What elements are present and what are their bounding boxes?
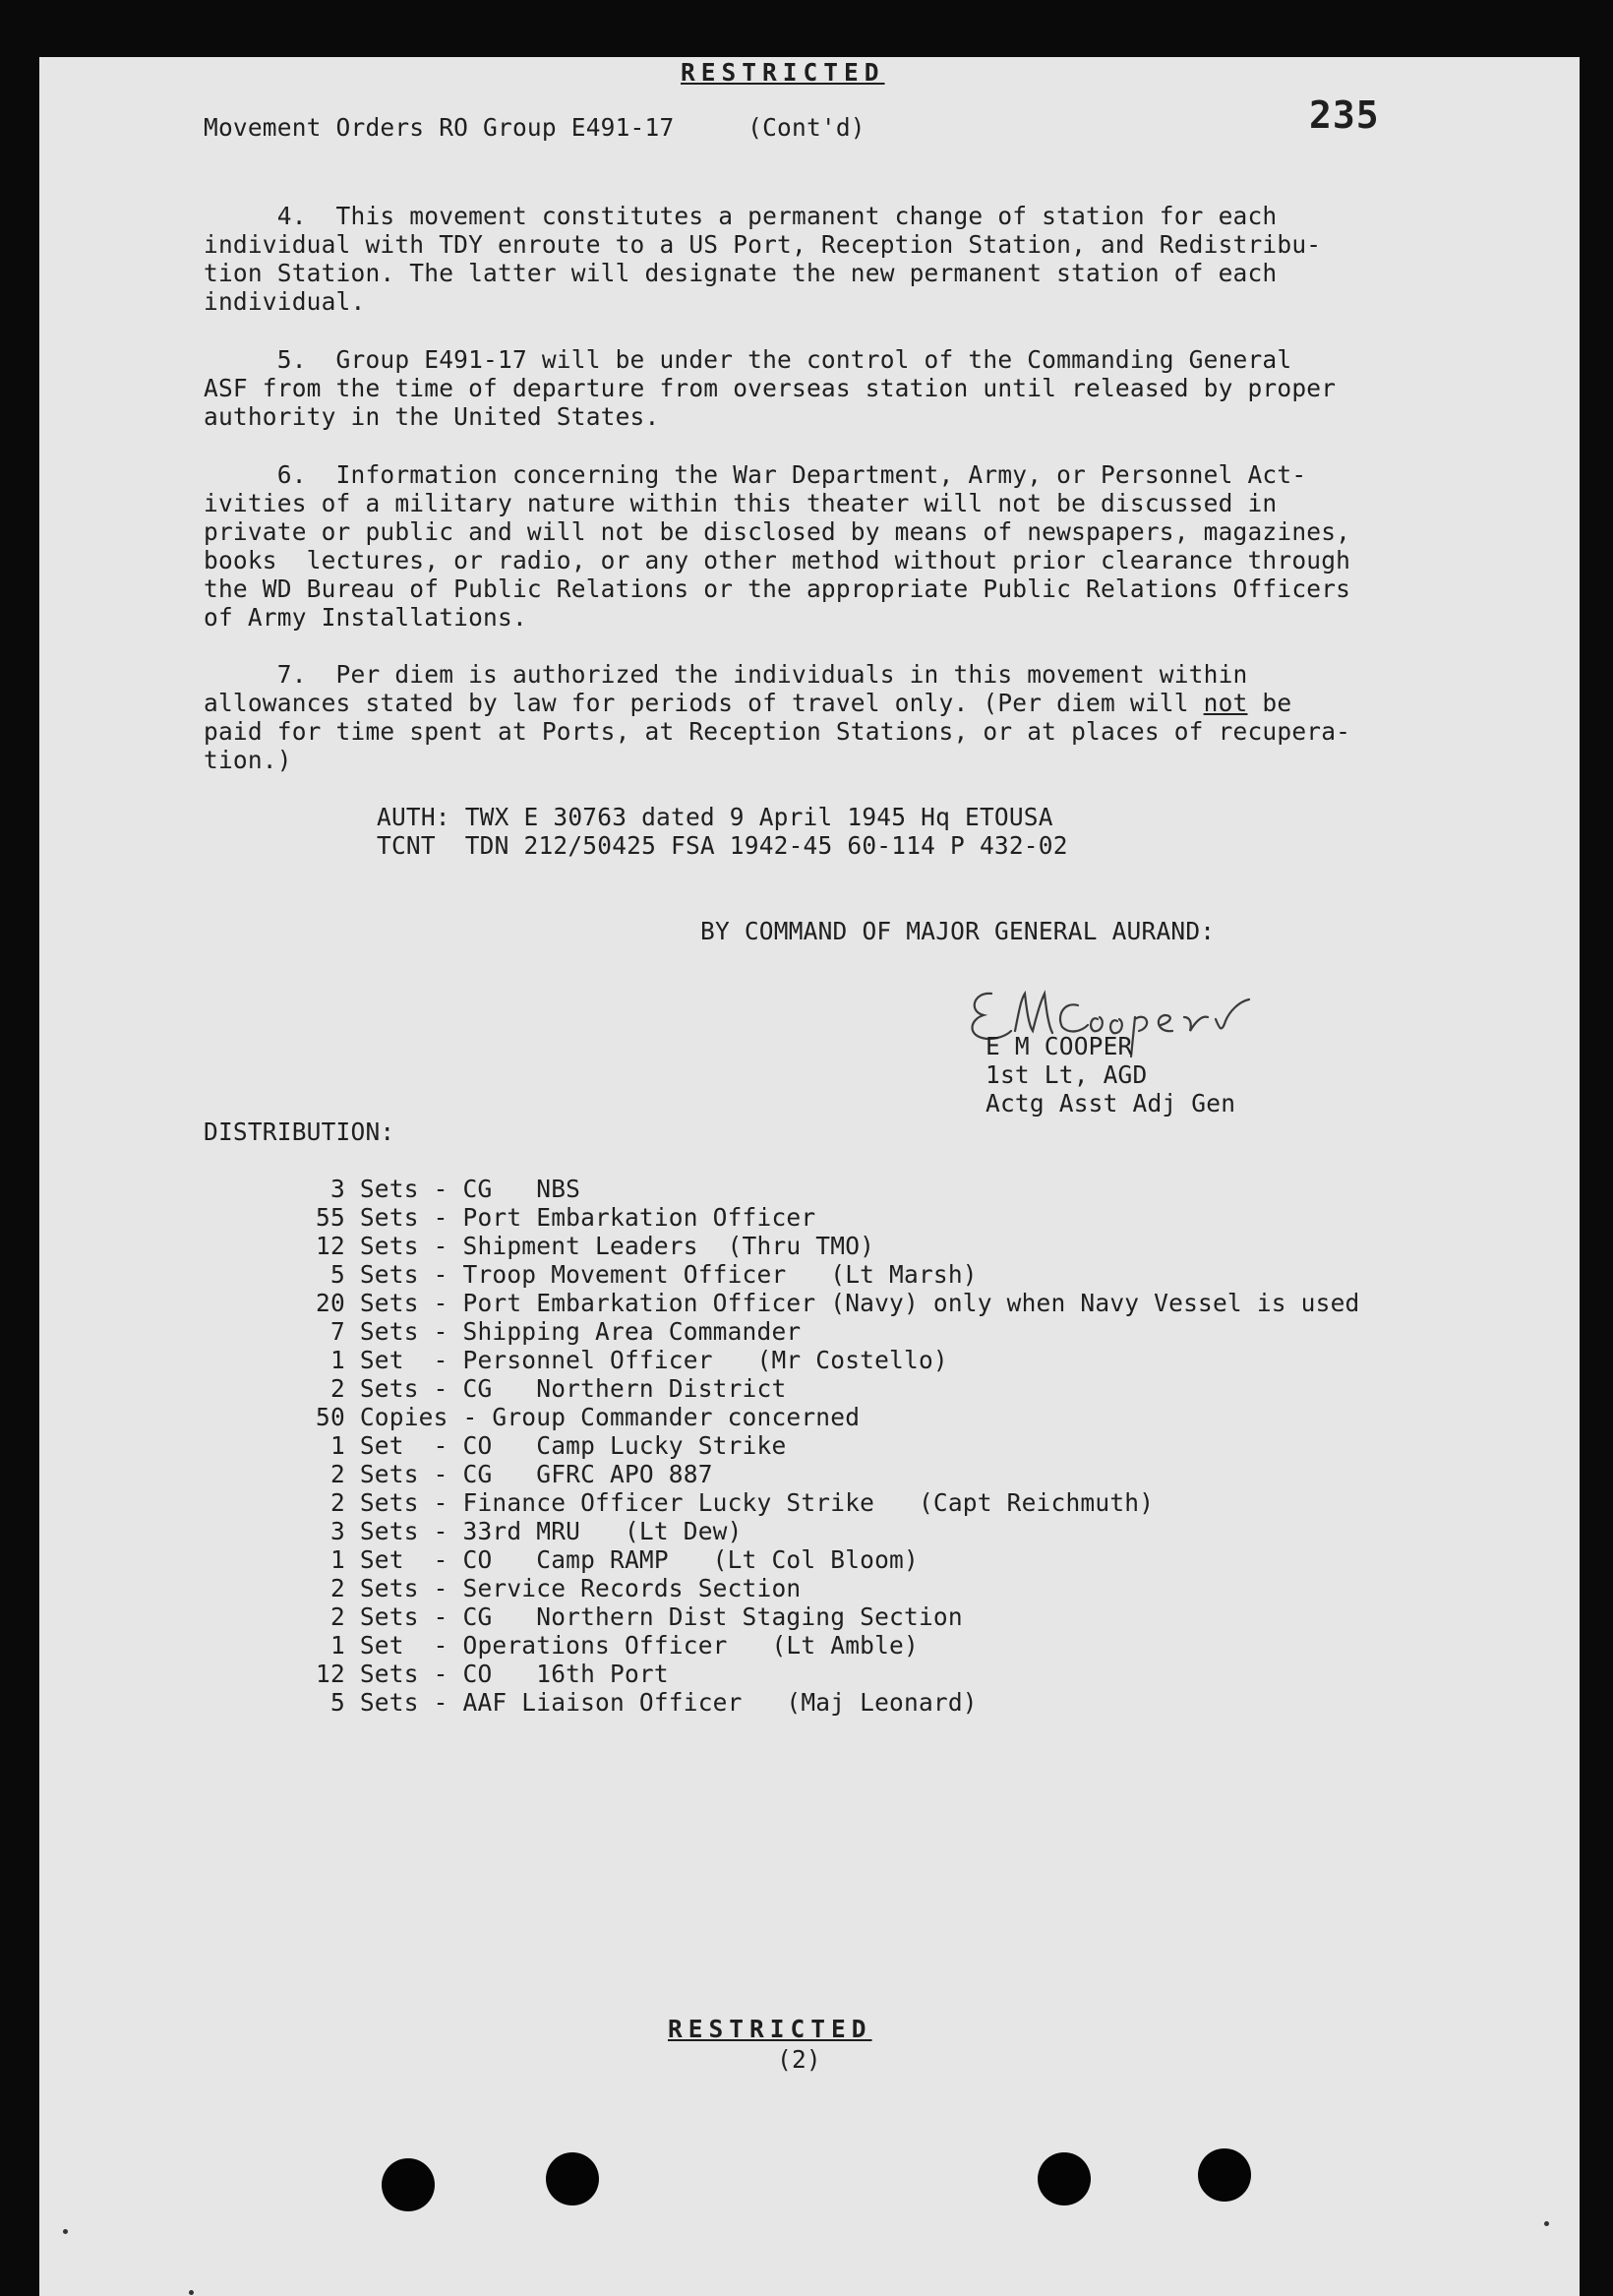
order-reference: Movement Orders RO Group E491-17 (Cont'd) <box>204 113 866 142</box>
distribution-item: 2 Sets - CG GFRC APO 887 <box>316 1460 713 1488</box>
signature-script: E M Cooper <box>954 972 961 973</box>
command-line: BY COMMAND OF MAJOR GENERAL AURAND: <box>700 917 1216 945</box>
paragraph-line: tion.) <box>204 746 292 774</box>
paragraph-line: 6. Information concerning the War Department, Army, or Personnel Act- <box>204 460 1307 489</box>
paragraph-line: 4. This movement constitutes a permanent change of station for each <box>204 202 1278 230</box>
classification-header: RESTRICTED <box>681 58 885 87</box>
distribution-item: 55 Sets - Port Embarkation Officer <box>316 1203 816 1232</box>
footer-page: (2) <box>777 2045 821 2074</box>
paragraph-line: paid for time spent at Ports, at Reception Stations, or at places of recupera- <box>204 717 1351 746</box>
paragraph-line: books lectures, or radio, or any other method without prior clearance through <box>204 546 1351 574</box>
paragraph-line <box>204 689 1291 717</box>
paragraph-line: tion Station. The latter will designate the new permanent station of each <box>204 259 1278 287</box>
distribution-item: 20 Sets - Port Embarkation Officer (Navy) only when Navy Vessel is used <box>316 1289 1360 1317</box>
punch-hole <box>1198 2148 1251 2202</box>
distribution-item: 12 Sets - CO 16th Port <box>316 1660 669 1688</box>
speck <box>1544 2221 1549 2226</box>
distribution-item: 3 Sets - CG NBS <box>316 1175 581 1203</box>
distribution-item: 2 Sets - Service Records Section <box>316 1574 802 1602</box>
distribution-item: 2 Sets - CG Northern Dist Staging Section <box>316 1602 963 1631</box>
paragraph-line: 7. Per diem is authorized the individuals in this movement within <box>204 660 1248 689</box>
paragraph-line: the WD Bureau of Public Relations or the appropriate Public Relations Officers <box>204 574 1351 603</box>
auth-line: AUTH: TWX E 30763 dated 9 April 1945 Hq ETOUSA <box>377 803 1053 831</box>
paragraph-line: of Army Installations. <box>204 603 527 632</box>
emphasis-not: not <box>1203 689 1248 717</box>
paragraph-line-start: allowances stated by law for periods of travel only. (Per diem will <box>204 689 1204 717</box>
distribution-heading: DISTRIBUTION: <box>204 1118 395 1146</box>
paragraph-line: individual. <box>204 287 366 316</box>
distribution-item: 1 Set - CO Camp Lucky Strike <box>316 1431 787 1460</box>
distribution-item: 2 Sets - CG Northern District <box>316 1374 787 1403</box>
classification-footer: RESTRICTED <box>668 2015 872 2043</box>
distribution-item: 5 Sets - Troop Movement Officer (Lt Marsh) <box>316 1260 978 1289</box>
signer-title: Actg Asst Adj Gen <box>986 1089 1236 1118</box>
distribution-item: 3 Sets - 33rd MRU (Lt Dew) <box>316 1517 743 1545</box>
paragraph-line: individual with TDY enroute to a US Port, Reception Station, and Redistribu- <box>204 230 1322 259</box>
page-number: 235 <box>1309 93 1380 137</box>
speck <box>189 2290 194 2295</box>
paragraph-line: authority in the United States. <box>204 402 660 431</box>
signer-name: E M COOPER <box>986 1032 1133 1060</box>
paragraph-line: ivities of a military nature within this theater will not be discussed in <box>204 489 1278 517</box>
paragraph-line: ASF from the time of departure from overseas station until released by proper <box>204 374 1337 402</box>
distribution-item: 50 Copies - Group Commander concerned <box>316 1403 861 1431</box>
speck <box>63 2229 68 2234</box>
distribution-item: 2 Sets - Finance Officer Lucky Strike (Capt Reichmuth) <box>316 1488 1155 1517</box>
signer-rank: 1st Lt, AGD <box>986 1060 1148 1089</box>
punch-hole <box>382 2158 435 2211</box>
paragraph-line: private or public and will not be disclosed by means of newspapers, magazines, <box>204 517 1351 546</box>
distribution-item: 7 Sets - Shipping Area Commander <box>316 1317 802 1346</box>
document-page <box>39 57 1580 2296</box>
distribution-item: 1 Set - Personnel Officer (Mr Costello) <box>316 1346 948 1374</box>
tcnt-line: TCNT TDN 212/50425 FSA 1942-45 60-114 P 432-02 <box>377 831 1068 860</box>
distribution-item: 12 Sets - Shipment Leaders (Thru TMO) <box>316 1232 875 1260</box>
distribution-item: 1 Set - CO Camp RAMP (Lt Col Bloom) <box>316 1545 919 1574</box>
punch-hole <box>1038 2152 1091 2205</box>
paragraph-line-end: be <box>1247 689 1292 717</box>
distribution-item: 1 Set - Operations Officer (Lt Amble) <box>316 1631 919 1660</box>
punch-hole <box>546 2152 599 2205</box>
distribution-item: 5 Sets - AAF Liaison Officer (Maj Leonard) <box>316 1688 978 1717</box>
paragraph-line: 5. Group E491-17 will be under the control of the Commanding General <box>204 345 1292 374</box>
